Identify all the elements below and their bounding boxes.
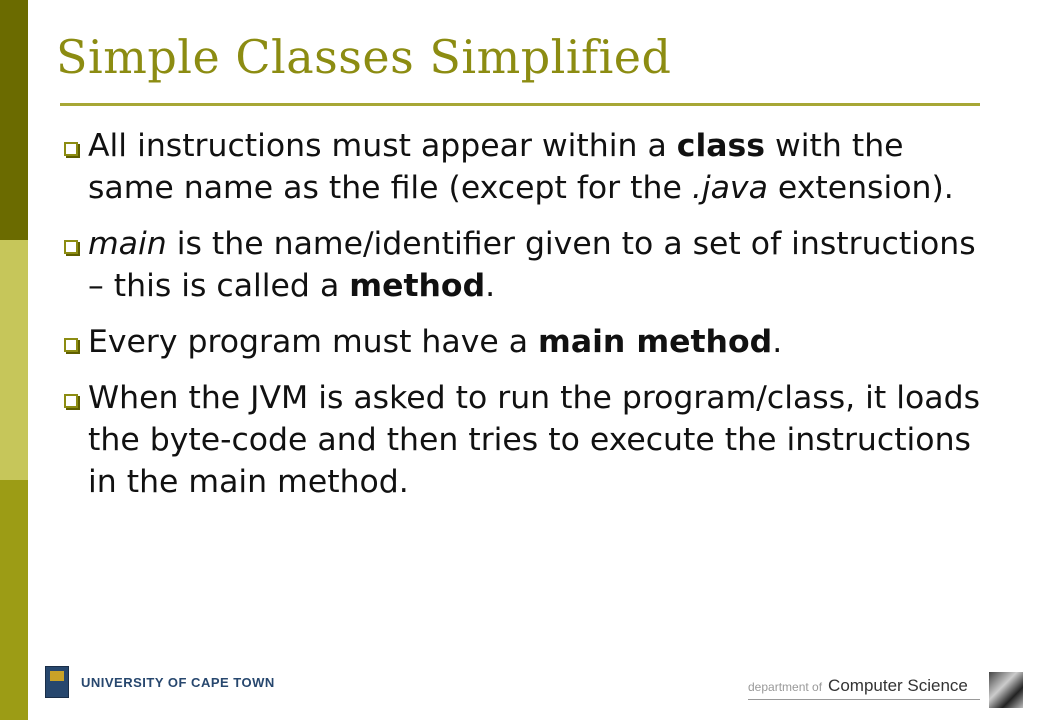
bullet-item bbox=[60, 125, 990, 209]
department-underline bbox=[748, 699, 980, 700]
bullet-text: extension). bbox=[767, 170, 954, 206]
square-bullet-icon bbox=[64, 338, 78, 352]
bullet-text: Every program must have a bbox=[88, 324, 539, 360]
bullet-text: is the name/identifier given to a set of instructions – this is called a bbox=[88, 226, 976, 304]
department-prefix: department of bbox=[748, 680, 823, 694]
department-name: Computer Science bbox=[828, 676, 968, 695]
bullet-text: . bbox=[772, 324, 783, 360]
bullet-italic-text: .java bbox=[691, 170, 768, 206]
bullet-item bbox=[60, 223, 990, 307]
square-bullet-icon bbox=[64, 394, 78, 408]
bullet-bold-text: main method bbox=[538, 324, 773, 360]
bullet-list bbox=[60, 125, 990, 517]
side-bar-top bbox=[0, 0, 28, 240]
university-crest-icon bbox=[45, 666, 69, 698]
bullet-item bbox=[60, 321, 990, 363]
bullet-bold-text: class bbox=[676, 128, 766, 164]
side-bar-bottom bbox=[0, 480, 28, 720]
side-bar-middle bbox=[0, 240, 28, 480]
bullet-bold-text: method bbox=[349, 268, 486, 304]
bullet-italic-text: main bbox=[88, 226, 167, 262]
university-name: UNIVERSITY OF CAPE TOWN bbox=[81, 674, 275, 690]
square-bullet-icon bbox=[64, 240, 78, 254]
bullet-text: . bbox=[485, 268, 496, 304]
bullet-text: All instructions must appear within a bbox=[88, 128, 677, 164]
square-bullet-icon bbox=[64, 142, 78, 156]
slide-title: Simple Classes Simplified bbox=[56, 30, 672, 84]
department-image-icon bbox=[989, 672, 1023, 708]
bullet-text: When the JVM is asked to run the program/class, it loads the byte-code and then tries to execute the instructions in the main method. bbox=[88, 380, 980, 500]
bullet-text: with the same name as the file (except for the bbox=[88, 128, 904, 206]
department-logo bbox=[748, 676, 968, 696]
title-underline bbox=[60, 103, 980, 106]
university-logo bbox=[45, 666, 275, 698]
bullet-item bbox=[60, 377, 990, 503]
